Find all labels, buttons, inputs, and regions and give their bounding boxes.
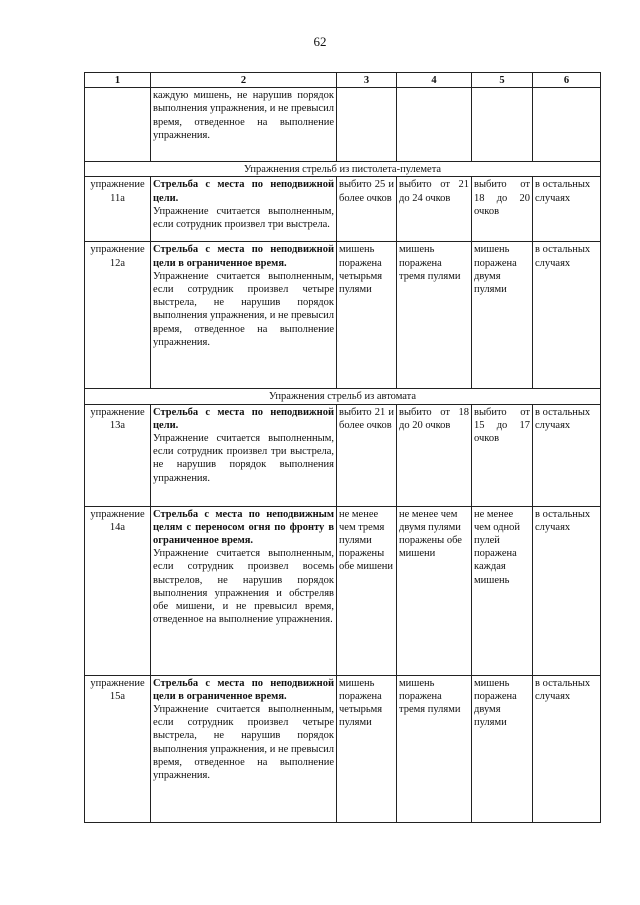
grade-good: мишень поражена тремя пулями [397, 242, 472, 389]
grade-satisfactory: не менее чем одной пулей поражена каждая мишень [472, 506, 533, 675]
grade-excellent: не менее чем тремя пулями поражены обе мишени [337, 506, 397, 675]
grade-satisfactory: мишень поражена двумя пулями [472, 675, 533, 822]
exercise-id: упражнение 15а [85, 675, 151, 822]
grade-excellent: мишень поражена четырьмя пулями [337, 675, 397, 822]
exercise-row [85, 177, 601, 242]
header-col-1: 1 [85, 73, 151, 88]
exercise-row [85, 242, 601, 389]
exercise-title: Стрельба с места по неподвижной цели в ограниченное время. [153, 244, 334, 269]
exercise-title: Стрельба с места по неподвижной цели. [153, 179, 334, 204]
header-col-4: 4 [397, 73, 472, 88]
exercise-id: упражнение 11а [85, 177, 151, 242]
exercise-description: Упражнение считается выполненным, если сотрудник произвел четыре выстрела, не нарушив порядок выполнения упражнения, и не превысил время, отведенное на выполнение упражнения. [153, 270, 334, 348]
grade-excellent: мишень поражена четырьмя пулями [337, 242, 397, 389]
exercise-row [85, 675, 601, 822]
grade-excellent: выбито 21 и более очков [337, 404, 397, 506]
grade-good: выбито от 18 до 20 очков [397, 404, 472, 506]
section-title: Упражнения стрельб из пистолета-пулемета [85, 162, 601, 177]
grade-unsatisfactory: в остальных случаях [533, 404, 601, 506]
grade-good: выбито от 21 до 24 очков [397, 177, 472, 242]
grade-unsatisfactory: в остальных случаях [533, 675, 601, 822]
header-col-6: 6 [533, 73, 601, 88]
exercise-text [151, 404, 337, 506]
exercise-text [151, 242, 337, 389]
grade-good: не менее чем двумя пулями поражены обе мишени [397, 506, 472, 675]
continuation-text: каждую мишень, не нарушив порядок выполнения упражнения, и не превысил время, отведенное на выполнение упражнения. [151, 88, 337, 162]
exercise-id: упражнение 12а [85, 242, 151, 389]
cell-empty [472, 88, 533, 162]
exercise-row [85, 404, 601, 506]
grade-good: мишень поражена тремя пулями [397, 675, 472, 822]
header-col-2: 2 [151, 73, 337, 88]
page-number: 62 [313, 34, 327, 49]
header-row [85, 73, 601, 88]
exercise-row [85, 506, 601, 675]
grade-unsatisfactory: в остальных случаях [533, 177, 601, 242]
exercise-description: Упражнение считается выполненным, если сотрудник произвел три выстрела, не нарушив порядок выполнения упражнения. [153, 433, 334, 484]
exercise-text [151, 177, 337, 242]
exercise-title: Стрельба с места по неподвижной цели в ограниченное время. [153, 677, 334, 702]
exercise-title: Стрельба с места по неподвижным целям с переносом огня по фронту в ограниченное время. [153, 508, 334, 547]
continuation-row [85, 88, 601, 162]
grade-satisfactory: выбито от 15 до 17 очков [472, 404, 533, 506]
exercise-description: Упражнение считается выполненным, если сотрудник произвел три выстрела. [153, 205, 334, 231]
cell-empty [533, 88, 601, 162]
section-row-rifle [85, 389, 601, 404]
exercise-text [151, 506, 337, 675]
header-col-5: 5 [472, 73, 533, 88]
standards-table [84, 72, 601, 823]
exercise-title: Стрельба с места по неподвижной цели. [153, 406, 334, 431]
grade-unsatisfactory: в остальных случаях [533, 506, 601, 675]
exercise-description: Упражнение считается выполненным, если сотрудник произвел четыре выстрела, не нарушив порядок выполнения упражнения, и не превысил время, отведенное на выполнение упражнения. [153, 704, 334, 782]
grade-satisfactory: мишень поражена двумя пулями [472, 242, 533, 389]
grade-unsatisfactory: в остальных случаях [533, 242, 601, 389]
cell-empty [85, 88, 151, 162]
cell-empty [337, 88, 397, 162]
exercise-id: упражнение 13а [85, 404, 151, 506]
cell-empty [397, 88, 472, 162]
section-row-pistol-smg [85, 162, 601, 177]
exercise-description: Упражнение считается выполненным, если сотрудник произвел восемь выстрелов, не нарушив порядок выполнения упражнения и обстреляв обе мишени, и не превысил время, отведенное на выполнение упражнения. [153, 548, 334, 626]
header-col-3: 3 [337, 73, 397, 88]
exercise-text [151, 675, 337, 822]
grade-excellent: выбито 25 и более очков [337, 177, 397, 242]
exercise-id: упражнение 14а [85, 506, 151, 675]
section-title: Упражнения стрельб из автомата [85, 389, 601, 404]
grade-satisfactory: выбито от 18 до 20 очков [472, 177, 533, 242]
